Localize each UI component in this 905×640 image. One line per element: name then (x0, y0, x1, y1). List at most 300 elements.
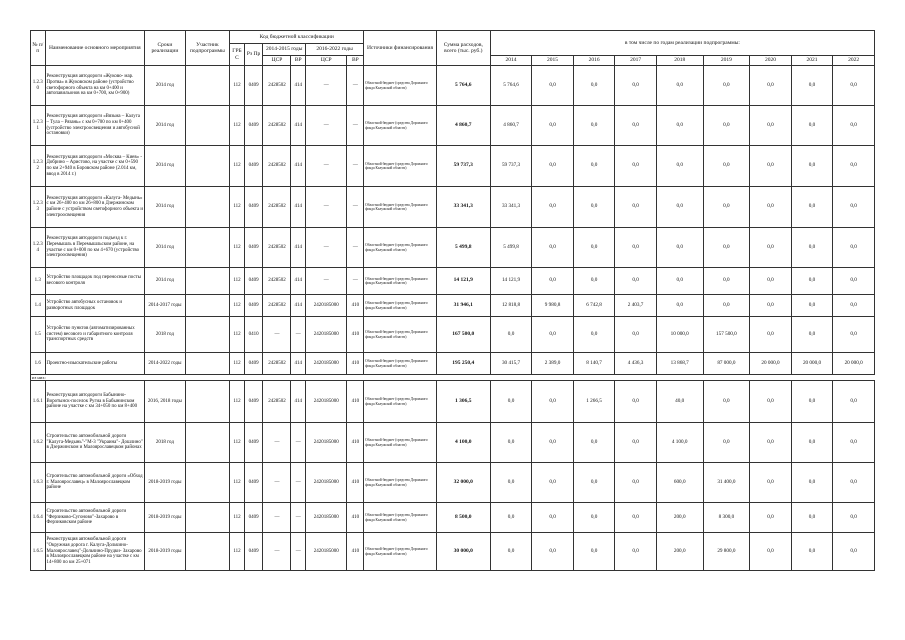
row-year-value: 0,0 (615, 533, 657, 571)
row-csr-a: 2428502 (263, 66, 291, 106)
header-rzpr: Рз Пр (244, 44, 263, 66)
row-year-value: 0,0 (532, 317, 574, 353)
row-sum: 8 500,0 (436, 503, 490, 533)
row-year-value: 0,0 (656, 146, 703, 187)
header-year: 2015 (532, 56, 574, 66)
row-name: Реконструкция автодороги Бабынино- Воротынск-поселок Ругиа в Бабынинском районе на участке с км 34+050 по км 8+400 (45, 381, 145, 423)
row-source: Областной бюджет (средства Дорожного фонда Калужской области) (364, 146, 437, 187)
row-sum: 31 946,1 (436, 295, 490, 317)
row-grbs: 112 (230, 503, 245, 533)
header-year: 2017 (615, 56, 657, 66)
row-rzpr: 0409 (244, 533, 263, 571)
row-participant (185, 317, 230, 353)
row-name: Строительство автомобильной дороги "Калуга-Медынь"-"М-3 "Украина"- Дошлино" в Дзержинском и Малоярославецком районах (45, 423, 145, 463)
row-year-value: 0,0 (615, 66, 657, 106)
row-term: 2016, 2018 годы (145, 381, 185, 423)
row-participant (185, 187, 230, 228)
row-csr-b: — (305, 268, 347, 295)
row-csr-b: — (305, 187, 347, 228)
row-sum: 59 737,3 (436, 146, 490, 187)
row-term: 2014 год (145, 66, 185, 106)
row-num: 1.6.5 (31, 533, 46, 571)
row-num: 1.2.30 (31, 66, 46, 106)
row-year-value: 157 500,0 (703, 317, 750, 353)
row-year-value: 20 000,0 (791, 353, 833, 375)
row-year-value: 4 436,3 (615, 353, 657, 375)
row-year-value: 0,0 (615, 463, 657, 503)
row-year-value: 0,0 (833, 503, 875, 533)
row-year-value: 0,0 (532, 423, 574, 463)
row-year-value: 0,0 (791, 533, 833, 571)
row-grbs: 112 (230, 295, 245, 317)
header-year: 2021 (791, 56, 833, 66)
header-name: Наименование основного мероприятия (45, 31, 145, 66)
row-csr-b: 2420185000 (305, 295, 347, 317)
row-year-value: 31 400,0 (703, 463, 750, 503)
row-grbs: 112 (230, 533, 245, 571)
row-year-value: 4 860,7 (490, 106, 532, 146)
row-rzpr: 0409 (244, 268, 263, 295)
row-rzpr: 0409 (244, 106, 263, 146)
row-year-value: 0,0 (573, 463, 615, 503)
header-source: Источники финансирования (364, 31, 437, 66)
row-grbs: 112 (230, 463, 245, 503)
row-csr-a: — (263, 533, 291, 571)
row-year-value: 0,0 (791, 146, 833, 187)
row-csr-a: 2428502 (263, 295, 291, 317)
row-year-value: 0,0 (656, 295, 703, 317)
row-csr-b: 2420185000 (305, 533, 347, 571)
header-vr-b: ВР (347, 56, 364, 66)
row-csr-b: — (305, 146, 347, 187)
row-name: Строительство автомобильной дороги "Ферзиково-Сугоново"-Захарово в Ферзиковском районе (45, 503, 145, 533)
row-year-value: 0,0 (703, 228, 750, 268)
row-source: Областной бюджет (средства Дорожного фонда Калужской области) (364, 187, 437, 228)
row-year-value: 0,0 (833, 381, 875, 423)
header-years-b: 2016-2022 годы (305, 44, 363, 56)
row-source: Областной бюджет (средства Дорожного фонда Калужской области) (364, 503, 437, 533)
header-year: 2020 (750, 56, 792, 66)
row-year-value: 29 800,0 (703, 533, 750, 571)
row-year-value: 0,0 (791, 66, 833, 106)
row-year-value: 0,0 (833, 187, 875, 228)
row-year-value: 0,0 (573, 187, 615, 228)
row-vr-b: 410 (347, 353, 364, 375)
row-year-value: 0,0 (833, 268, 875, 295)
row-name: Проектно-изыскательские работы (45, 353, 145, 375)
row-num: 1.2.33 (31, 187, 46, 228)
row-year-value: 0,0 (490, 381, 532, 423)
row-source: Областной бюджет (средства Дорожного фонда Калужской области) (364, 423, 437, 463)
row-year-value: 0,0 (750, 268, 792, 295)
header-year: 2018 (656, 56, 703, 66)
row-year-value: 0,0 (750, 106, 792, 146)
row-csr-b: 2420185000 (305, 381, 347, 423)
row-vr-a: 414 (291, 106, 306, 146)
row-vr-a: 414 (291, 295, 306, 317)
row-grbs: 112 (230, 146, 245, 187)
row-grbs: 112 (230, 381, 245, 423)
row-rzpr: 0410 (244, 317, 263, 353)
row-grbs: 112 (230, 423, 245, 463)
row-year-value: 0,0 (615, 317, 657, 353)
header-year: 2019 (703, 56, 750, 66)
table-row (31, 533, 875, 571)
row-vr-b: 410 (347, 503, 364, 533)
row-csr-b: — (305, 228, 347, 268)
table-row (31, 503, 875, 533)
row-year-value: 0,0 (656, 106, 703, 146)
table-row (31, 228, 875, 268)
row-year-value: 0,0 (615, 187, 657, 228)
header-sum: Сумма расходов, всего (тыс. руб.) (436, 31, 490, 66)
row-vr-a: 414 (291, 66, 306, 106)
row-grbs: 112 (230, 268, 245, 295)
row-year-value: 0,0 (833, 533, 875, 571)
header-csr-a: ЦСР (263, 56, 291, 66)
row-participant (185, 66, 230, 106)
row-year-value: 0,0 (573, 533, 615, 571)
row-vr-b: 410 (347, 381, 364, 423)
row-year-value: 0,0 (750, 463, 792, 503)
table-row (31, 353, 875, 375)
header-term: Сроки реализации (145, 31, 185, 66)
row-year-value: 0,0 (703, 423, 750, 463)
row-csr-b: — (305, 106, 347, 146)
row-term: 2014-2022 годы (145, 353, 185, 375)
row-grbs: 112 (230, 66, 245, 106)
row-csr-a: — (263, 503, 291, 533)
row-year-value: 0,0 (703, 146, 750, 187)
header-code-group: Код бюджетной классификации (230, 31, 364, 44)
row-num: 1.2.32 (31, 146, 46, 187)
row-vr-a: 414 (291, 187, 306, 228)
row-year-value: 0,0 (703, 66, 750, 106)
row-name: Реконструкция автодороги «Москва – Киев» - Добрино – Аристово, на участке с км 0+590 по км 2+940 в Боровском районе (2.014 км, ввод в 2014 г.) (45, 146, 145, 187)
row-sum: 1 306,5 (436, 381, 490, 423)
row-csr-b: 2420185000 (305, 423, 347, 463)
row-rzpr: 0409 (244, 503, 263, 533)
row-rzpr: 0409 (244, 66, 263, 106)
row-num: 1.6.1 (31, 381, 46, 423)
table-row (31, 106, 875, 146)
row-source: Областной бюджет (средства Дорожного фонда Калужской области) (364, 106, 437, 146)
row-year-value: 0,0 (615, 146, 657, 187)
row-year-value: 5 764,6 (490, 66, 532, 106)
row-term: 2014-2017 годы (145, 295, 185, 317)
header-year: 2014 (490, 56, 532, 66)
row-rzpr: 0409 (244, 146, 263, 187)
row-year-value: 6 742,8 (573, 295, 615, 317)
row-year-value: 87 000,0 (703, 353, 750, 375)
row-rzpr: 0409 (244, 381, 263, 423)
row-year-value: 0,0 (791, 317, 833, 353)
row-year-value: 0,0 (573, 268, 615, 295)
row-year-value: 4 100,0 (656, 423, 703, 463)
row-num: 1.2.31 (31, 106, 46, 146)
row-year-value: 0,0 (750, 503, 792, 533)
row-year-value: 0,0 (791, 268, 833, 295)
row-source: Областной бюджет (средства Дорожного фонда Калужской области) (364, 268, 437, 295)
row-csr-a: 2428502 (263, 146, 291, 187)
row-csr-a: 2428502 (263, 106, 291, 146)
table-row (31, 187, 875, 228)
row-year-value: 0,0 (791, 228, 833, 268)
row-year-value: 0,0 (750, 533, 792, 571)
row-sum: 5 499,8 (436, 228, 490, 268)
row-year-value: 0,0 (615, 106, 657, 146)
row-year-value: 0,0 (833, 228, 875, 268)
row-source: Областной бюджет (средства Дорожного фонда Калужской области) (364, 228, 437, 268)
row-year-value: 0,0 (703, 106, 750, 146)
row-year-value: 0,0 (833, 317, 875, 353)
row-year-value: 8 140,7 (573, 353, 615, 375)
row-name: Реконструкция автомобильной дороги "Окружная дорога г. Калуга-Дольчино- Малоярославец"-Дольчино-Прудки- Захарово в Малоярославецком районе на участке с км 14+800 по км 25+071 (45, 533, 145, 571)
row-year-value: 0,0 (750, 187, 792, 228)
row-participant (185, 146, 230, 187)
row-vr-a: — (291, 533, 306, 571)
row-name: Строительство автомобильной дороги «Обход г. Малоярославец» в Малоярославецком районе (45, 463, 145, 503)
header-participant: Участник подпрограммы (185, 31, 230, 66)
row-year-value: 0,0 (791, 463, 833, 503)
row-csr-a: — (263, 317, 291, 353)
row-participant (185, 295, 230, 317)
row-year-value: 0,0 (791, 503, 833, 533)
row-year-value: 0,0 (750, 146, 792, 187)
row-year-value: 0,0 (750, 317, 792, 353)
row-year-value: 0,0 (490, 423, 532, 463)
row-rzpr: 0409 (244, 423, 263, 463)
row-year-value: 0,0 (615, 503, 657, 533)
row-grbs: 112 (230, 228, 245, 268)
budget-table (30, 30, 875, 571)
row-year-value: 33 341,3 (490, 187, 532, 228)
row-num: 1.4 (31, 295, 46, 317)
row-source: Областной бюджет (средства Дорожного фонда Калужской области) (364, 317, 437, 353)
row-vr-b: — (347, 66, 364, 106)
table-row (31, 463, 875, 503)
row-csr-a: 2428502 (263, 187, 291, 228)
row-name: Реконструкция автодороги «Вязьма – Калуга – Тула – Рязань» с км 0+700 по км 0+400 (устройство электроосвещения и автобусной остановки) (45, 106, 145, 146)
row-year-value: 20 000,0 (750, 353, 792, 375)
row-vr-b: 410 (347, 295, 364, 317)
table-row (31, 317, 875, 353)
row-year-value: 0,0 (833, 463, 875, 503)
row-year-value: 0,0 (532, 503, 574, 533)
table-row (31, 381, 875, 423)
row-vr-a: — (291, 317, 306, 353)
row-csr-b: 2420185000 (305, 503, 347, 533)
row-year-value: 8 300,0 (703, 503, 750, 533)
row-participant (185, 228, 230, 268)
table-body (31, 66, 875, 571)
row-year-value: 0,0 (833, 295, 875, 317)
row-vr-a: — (291, 423, 306, 463)
row-year-value: 200,0 (656, 503, 703, 533)
row-rzpr: 0409 (244, 187, 263, 228)
row-sum: 32 000,0 (436, 463, 490, 503)
row-year-value: 12 818,8 (490, 295, 532, 317)
row-year-value: 5 499,8 (490, 228, 532, 268)
row-year-value: 9 980,8 (532, 295, 574, 317)
row-year-value: 0,0 (573, 228, 615, 268)
row-name: Реконструкция автодороги «Жуково- мар. Протва» в Жуковском районе (устройство светофорного объекта на км 0+400 и автопавильонов на км 0+700, км 0+900) (45, 66, 145, 106)
row-year-value: 0,0 (490, 503, 532, 533)
row-source: Областной бюджет (средства Дорожного фонда Калужской области) (364, 353, 437, 375)
row-year-value: 0,0 (750, 381, 792, 423)
row-csr-b: 2420185000 (305, 353, 347, 375)
row-vr-a: 414 (291, 228, 306, 268)
table-row (31, 268, 875, 295)
row-year-value: 0,0 (656, 228, 703, 268)
row-name: Устройство автобусных остановок и разворотных площадок (45, 295, 145, 317)
header-year: 2022 (833, 56, 875, 66)
row-year-value: 0,0 (750, 66, 792, 106)
row-year-value: 2 403,7 (615, 295, 657, 317)
row-year-value: 0,0 (703, 187, 750, 228)
row-vr-b: — (347, 228, 364, 268)
row-year-value: 0,0 (615, 423, 657, 463)
row-year-value: 200,0 (656, 533, 703, 571)
row-participant (185, 353, 230, 375)
row-year-value: 0,0 (791, 187, 833, 228)
row-year-value: 0,0 (490, 533, 532, 571)
row-year-value: 0,0 (490, 463, 532, 503)
row-csr-a: 2428502 (263, 381, 291, 423)
row-year-value: 10 000,0 (656, 317, 703, 353)
row-year-value: 40,0 (656, 381, 703, 423)
row-sum: 33 341,3 (436, 187, 490, 228)
row-vr-a: 414 (291, 146, 306, 187)
header-by-years: в том числе по годам реализации подпрограммы: (490, 31, 874, 56)
row-grbs: 112 (230, 187, 245, 228)
header-year: 2016 (573, 56, 615, 66)
row-term: 2014 год (145, 146, 185, 187)
row-year-value: 0,0 (750, 423, 792, 463)
row-csr-a: — (263, 463, 291, 503)
row-year-value: 0,0 (791, 381, 833, 423)
row-term: 2014 год (145, 187, 185, 228)
row-year-value: 20 000,0 (833, 353, 875, 375)
row-rzpr: 0409 (244, 463, 263, 503)
row-year-value: 0,0 (791, 106, 833, 146)
row-term: 2018-2019 годы (145, 503, 185, 533)
row-name: Устройство площадок под переносные посты весового контроля (45, 268, 145, 295)
row-vr-a: 414 (291, 353, 306, 375)
row-year-value: 0,0 (532, 228, 574, 268)
row-year-value: 14 121,9 (490, 268, 532, 295)
row-vr-a: — (291, 463, 306, 503)
row-vr-a: 414 (291, 268, 306, 295)
row-term: 2018 год (145, 423, 185, 463)
header-csr-b: ЦСР (305, 56, 347, 66)
row-source: Областной бюджет (средства Дорожного фонда Калужской области) (364, 66, 437, 106)
row-participant (185, 503, 230, 533)
row-grbs: 112 (230, 106, 245, 146)
row-sum: 4 100,0 (436, 423, 490, 463)
row-csr-a: 2428502 (263, 268, 291, 295)
row-year-value: 0,0 (791, 295, 833, 317)
row-sum: 4 860,7 (436, 106, 490, 146)
row-year-value: 0,0 (615, 268, 657, 295)
row-participant (185, 381, 230, 423)
table-row (31, 146, 875, 187)
header-grbs: ГРБС (230, 44, 245, 66)
row-sum: 195 250,4 (436, 353, 490, 375)
row-source: Областной бюджет (средства Дорожного фонда Калужской области) (364, 381, 437, 423)
row-term: 2014 год (145, 268, 185, 295)
row-csr-a: 2428502 (263, 228, 291, 268)
row-year-value: 0,0 (791, 423, 833, 463)
row-vr-b: 410 (347, 423, 364, 463)
table-row (31, 66, 875, 106)
row-grbs: 112 (230, 317, 245, 353)
row-num: 1.2.34 (31, 228, 46, 268)
row-year-value: 0,0 (573, 423, 615, 463)
row-year-value: 0,0 (656, 268, 703, 295)
row-year-value: 0,0 (833, 423, 875, 463)
row-year-value: 0,0 (532, 106, 574, 146)
row-source: Областной бюджет (средства Дорожного фонда Калужской области) (364, 463, 437, 503)
row-vr-b: 410 (347, 463, 364, 503)
budget-table-page (30, 30, 875, 571)
row-participant (185, 423, 230, 463)
row-num: 1.3 (31, 268, 46, 295)
row-year-value: 0,0 (656, 187, 703, 228)
row-year-value: 0,0 (532, 187, 574, 228)
row-sum: 5 764,6 (436, 66, 490, 106)
row-year-value: 0,0 (656, 66, 703, 106)
row-participant (185, 533, 230, 571)
row-year-value: 0,0 (532, 146, 574, 187)
row-num: 1.5 (31, 317, 46, 353)
row-csr-b: — (305, 66, 347, 106)
row-year-value: 0,0 (703, 268, 750, 295)
row-participant (185, 106, 230, 146)
row-year-value: 0,0 (532, 66, 574, 106)
row-year-value: 0,0 (750, 295, 792, 317)
row-num: 1.6 (31, 353, 46, 375)
row-term: 2018-2019 годы (145, 533, 185, 571)
row-name: Реконструкция автодороги подъезд к г. Перемышль в Перемышльском районе, на участке с км 0+000 по км 4+670 (устройство электроосвещения) (45, 228, 145, 268)
row-year-value: 0,0 (573, 317, 615, 353)
row-source: Областной бюджет (средства Дорожного фонда Калужской области) (364, 533, 437, 571)
row-year-value: 0,0 (532, 268, 574, 295)
row-year-value: 0,0 (833, 146, 875, 187)
row-year-value: 0,0 (532, 381, 574, 423)
row-participant (185, 463, 230, 503)
row-vr-a: — (291, 503, 306, 533)
row-csr-b: 2420185000 (305, 463, 347, 503)
row-vr-b: — (347, 187, 364, 228)
row-name: Устройство пунктов (автоматизированных систем) весового и габаритного контроля транспортных средств (45, 317, 145, 353)
row-sum: 14 121,9 (436, 268, 490, 295)
row-rzpr: 0409 (244, 228, 263, 268)
header-vr-a: ВР (291, 56, 306, 66)
header-years-a: 2014-2015 годы (263, 44, 306, 56)
row-sum: 167 500,0 (436, 317, 490, 353)
row-term: 2018-2019 годы (145, 463, 185, 503)
row-vr-a: 414 (291, 381, 306, 423)
row-rzpr: 0409 (244, 295, 263, 317)
row-year-value: 0,0 (532, 463, 574, 503)
row-year-value: 0,0 (833, 106, 875, 146)
row-year-value: 59 737,3 (490, 146, 532, 187)
row-year-value: 0,0 (490, 317, 532, 353)
row-year-value: 0,0 (573, 503, 615, 533)
row-year-value: 0,0 (573, 66, 615, 106)
row-year-value: 2 389,0 (532, 353, 574, 375)
